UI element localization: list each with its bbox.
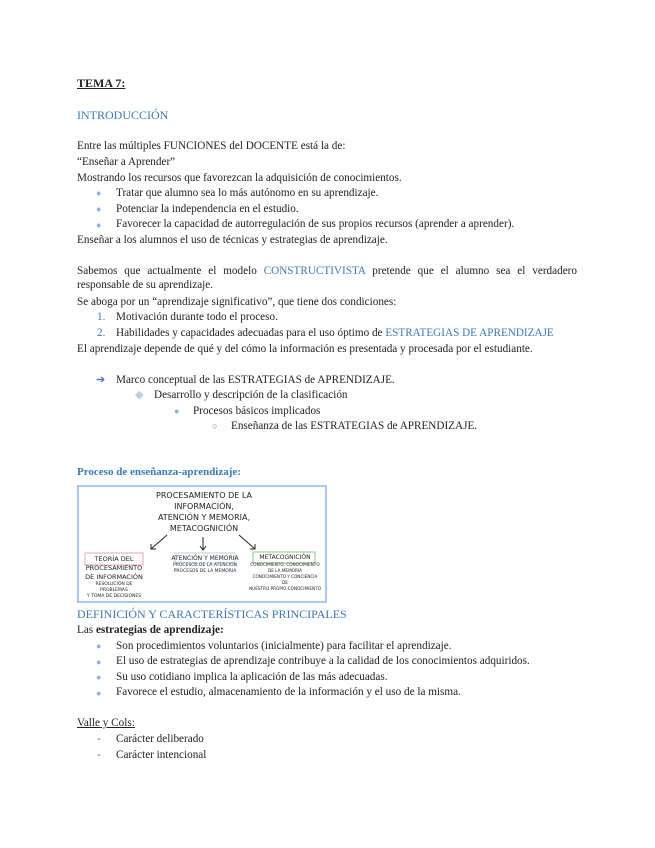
bullet-dot-icon: ● <box>96 188 102 198</box>
list-item: Son procedimientos voluntarios (inicialmente) para facilitar el aprendizaje. <box>116 640 452 652</box>
process-heading: Proceso de enseñanza-aprendizaje: <box>77 466 241 478</box>
diagram-top-node: PROCESAMIENTO DE LA INFORMACIÓN, ATENCIÓN Y MEMORIA, METACOGNICIÓN <box>156 491 252 533</box>
outline-item: Marco conceptual de las ESTRATEGIAS de APRENDIZAJE. <box>116 374 395 386</box>
outline-item: Desarrollo y descripción de la clasificación <box>154 389 348 401</box>
page-title: TEMA 7: <box>77 76 126 90</box>
outline-item: Procesos básicos implicados <box>193 405 321 417</box>
list-item: El uso de estrategias de aprendizaje contribuye a la calidad de los conocimientos adquiridos. <box>116 655 530 667</box>
bullet-dot-icon: ● <box>96 641 102 651</box>
bullet-dot-icon: ● <box>96 204 102 214</box>
paragraph-line: Se aboga por un “aprendizaje significativo”, que tiene dos condiciones: <box>77 296 397 308</box>
diagram-node-atencion: ATENCIÓN Y MEMORIA PROCESOS DE LA ATENCIÓN PROCESOS DE LA MEMORIA <box>171 555 239 574</box>
list-item: Tratar que alumno sea lo más autónomo en su aprendizaje. <box>116 187 379 199</box>
bullet-dot-icon: ● <box>96 657 102 667</box>
paragraph-line: Mostrando los recursos que favorezcan la adquisición de conocimientos. <box>77 172 402 184</box>
definition-heading: DEFINICIÓN Y CARACTERÍSTICAS PRINCIPALES <box>77 607 347 621</box>
bullet-dot-icon: ● <box>174 406 180 416</box>
arrow-right-icon: ➔ <box>96 374 106 386</box>
bullet-dot-icon: ● <box>96 220 102 230</box>
list-item: Potenciar la independencia en el estudio. <box>116 203 299 215</box>
bullet-dot-icon: ● <box>96 672 102 682</box>
list-item: Su uso cotidiano implica la aplicación de las más adecuadas. <box>116 671 388 683</box>
list-item: Motivación durante todo el proceso. <box>116 311 278 323</box>
paragraph-line: Enseñar a los alumnos el uso de técnicas y estrategias de aprendizaje. <box>77 234 388 246</box>
list-item: Favorecer la capacidad de autorregulación de sus propios recursos (aprender a aprender). <box>116 218 515 230</box>
paragraph-line: Entre las múltiples FUNCIONES del DOCENTE está la de: <box>77 140 346 152</box>
list-number: 2. <box>97 327 106 339</box>
diagram-node-procesamiento: TEORÍA DEL PROCESAMIENTO DE INFORMACIÓN RESOLUCIÓN DE PROBLEMAS Y TOMA DE DECISIONES <box>85 555 143 599</box>
dash-bullet-icon: - <box>97 749 101 761</box>
valle-heading: Valle y Cols: <box>77 717 135 729</box>
list-item: Habilidades y capacidades adecuadas para el uso óptimo de ESTRATEGIAS DE APRENDIZAJE <box>116 327 554 339</box>
paragraph-line: “Enseñar a Aprender” <box>77 156 176 168</box>
paragraph-constructivista: Sabemos que actualmente el modelo CONSTRUCTIVISTA pretende que el alumno sea el verdadero responsable de su aprendizaje. <box>77 265 577 291</box>
list-number: 1. <box>97 311 106 323</box>
dash-bullet-icon: - <box>97 733 101 745</box>
outline-item: Enseñanza de las ESTRATEGIAS de APRENDIZAJE. <box>231 420 478 432</box>
list-item: Favorece el estudio, almacenamiento de la información y el uso de la misma. <box>116 686 461 698</box>
bullet-dot-icon: ● <box>96 688 102 698</box>
list-item: Carácter intencional <box>116 749 207 761</box>
diamond-icon: ◆ <box>135 389 144 401</box>
diagram-node-metacognicion: METACOGNICIÓN CONOCIMIENTO, CONOCIMIENTO DE LA MEMORIA CONOCIMIENTO Y CONCIENCIA DE NUESTRO PROPIO CONOCIMIENTO <box>249 554 322 591</box>
process-diagram <box>77 485 327 603</box>
paragraph-line: El aprendizaje depende de qué y del cómo la información es presentada y procesada por el estudiante. <box>77 343 533 355</box>
definition-intro: Las estrategias de aprendizaje: <box>77 624 224 636</box>
list-item: Carácter deliberado <box>116 733 204 745</box>
circle-bullet-icon: ○ <box>212 421 218 431</box>
intro-heading: INTRODUCCIÓN <box>77 108 169 122</box>
